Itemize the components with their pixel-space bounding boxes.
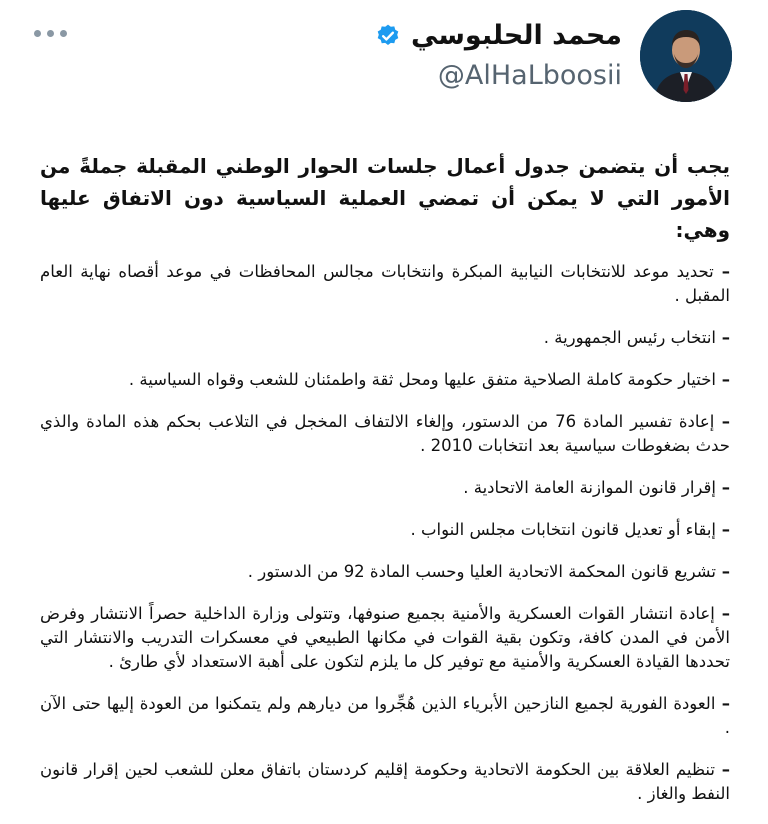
- list-item: – إقرار قانون الموازنة العامة الاتحادية .: [40, 476, 730, 500]
- user-handle[interactable]: @AlHaLboosii: [437, 60, 622, 91]
- more-options-icon[interactable]: [34, 30, 67, 37]
- verified-badge-icon: [375, 23, 401, 49]
- display-name[interactable]: محمد الحلبوسي: [411, 20, 622, 51]
- list-item: – تنظيم العلاقة بين الحكومة الاتحادية وحكومة إقليم كردستان باتفاق معلن للشعب لحين إقرار قانون النفط والغاز .: [40, 758, 730, 806]
- tweet-header: [0, 0, 768, 120]
- list-item: – اختيار حكومة كاملة الصلاحية متفق عليها ومحل ثقة واطمئنان للشعب وقواه السياسية .: [40, 368, 730, 392]
- list-item: – العودة الفورية لجميع النازحين الأبرياء الذين هُجِّروا من ديارهم ولم يتمكنوا من العودة إليها حتى الآن .: [40, 692, 730, 740]
- list-item: – إعادة انتشار القوات العسكرية والأمنية بجميع صنوفها، وتتولى وزارة الداخلية حصراً الانتشار وفرض الأمن في المدن كافة، وتكون بقية القوات في مكانها الطبيعي في معسكرات التدريب والانتشار التي تحددها القيادة العسكرية والأمنية مع توفير كل ما يلزم لتكون على أهبة الاستعداد لأي طارئ .: [40, 602, 730, 674]
- tweet-intro: يجب أن يتضمن جدول أعمال جلسات الحوار الوطني المقبلة جملةً من الأمور التي لا يمكن أن تمضي العملية السياسية دون الاتفاق عليها وهي:: [40, 154, 730, 242]
- list-item: – تحديد موعد للانتخابات النيابية المبكرة وانتخابات مجالس المحافظات في موعد أقصاه نهاية العام المقبل .: [40, 260, 730, 308]
- tweet-body: [40, 150, 730, 824]
- list-item: – إعادة تفسير المادة 76 من الدستور، وإلغاء الالتفاف المخجل في التلاعب بحكم هذه المادة والذي حدث بضغوطات سياسية بعد انتخابات 2010 .: [40, 410, 730, 458]
- tweet-items-list: [40, 260, 730, 806]
- avatar-image: [640, 10, 732, 102]
- list-item: – إبقاء أو تعديل قانون انتخابات مجلس النواب .: [40, 518, 730, 542]
- avatar[interactable]: [640, 10, 732, 102]
- name-row: [375, 20, 622, 51]
- list-item: – انتخاب رئيس الجمهورية .: [40, 326, 730, 350]
- list-item: – تشريع قانون المحكمة الاتحادية العليا وحسب المادة 92 من الدستور .: [40, 560, 730, 584]
